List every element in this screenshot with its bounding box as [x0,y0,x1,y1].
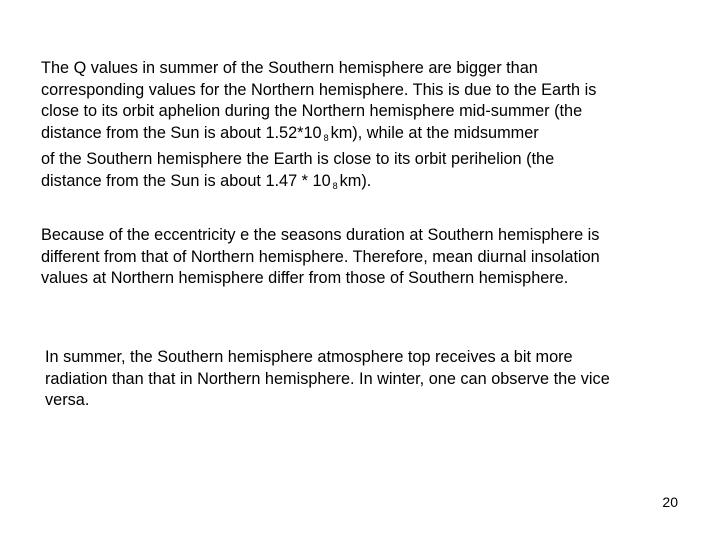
text-line [41,171,596,198]
text-segment: distance from the Sun is about 1.47 * 10 [41,171,331,190]
text-line: values at Northern hemisphere differ from those of Southern hemisphere. [41,269,569,287]
text-line: versa. [45,391,90,409]
text-line: Because of the eccentricity e the seasons duration at Southern hemisphere is [41,226,600,244]
text-line: close to its orbit aphelion during the Northern hemisphere mid-summer (the [41,102,583,120]
exponent: 8 [332,180,338,191]
paragraph-radiation [45,347,610,412]
text-segment: km). [339,171,372,190]
text-segment: km), while at the midsummer [330,123,539,142]
paragraph-eccentricity [41,225,600,290]
text-segment: distance from the Sun is about 1.52*10 [41,123,322,142]
paragraph-orbit-distance [41,58,596,197]
text-line: In summer, the Southern hemisphere atmosphere top receives a bit more [45,348,573,366]
text-line: different from that of Northern hemisphere. Therefore, mean diurnal insolation [41,247,600,266]
text-line [41,123,596,150]
page-number: 20 [662,494,678,510]
text-line: The Q values in summer of the Southern hemisphere are bigger than [41,59,538,77]
text-line: radiation than that in Northern hemisphere. In winter, one can observe the vice [45,369,610,388]
text-line: corresponding values for the Northern hemisphere. This is due to the Earth is [41,80,597,99]
text-line: of the Southern hemisphere the Earth is close to its orbit perihelion (the [41,150,555,168]
exponent: 8 [323,132,329,143]
